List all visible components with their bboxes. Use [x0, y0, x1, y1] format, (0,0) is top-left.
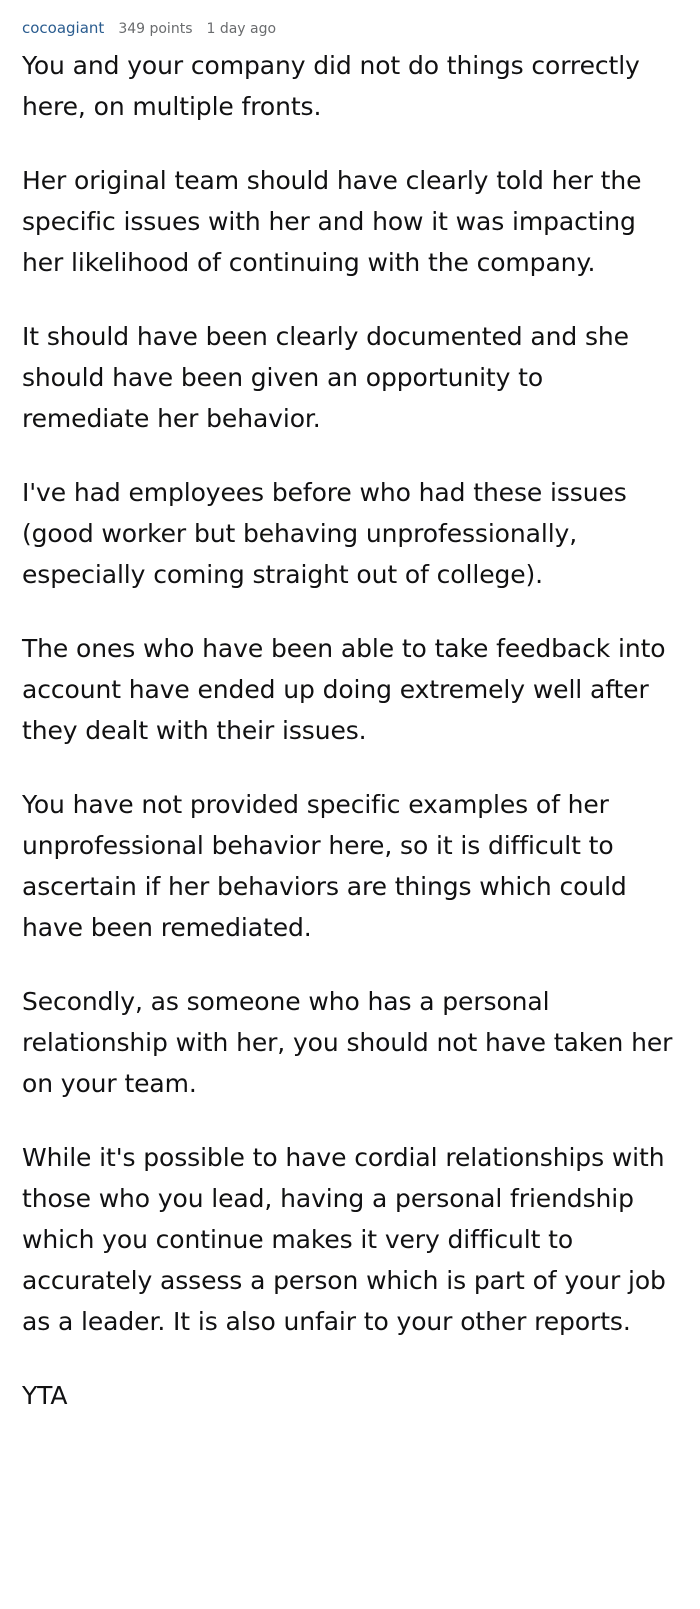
comment-paragraph: I've had employees before who had these issues (good worker but behaving unprofessionally, especially coming straight out of college). — [22, 478, 627, 589]
comment-paragraph: You and your company did not do things correctly here, on multiple fronts. — [22, 51, 640, 121]
comment-author-link[interactable]: cocoagiant — [22, 19, 105, 37]
comment-paragraph: The ones who have been able to take feedback into account have ended up doing extremely well after they dealt with their issues. — [22, 634, 666, 745]
comment-paragraph: You have not provided specific examples of her unprofessional behavior here, so it is difficult to ascertain if her behaviors are things which could have been remediated. — [22, 790, 627, 942]
comment-meta — [22, 18, 678, 39]
comment-paragraph: While it's possible to have cordial relationships with those who you lead, having a personal friendship which you continue makes it very difficult to accurately assess a person which is part of your job as a leader. It is also unfair to your other reports. — [22, 1143, 666, 1336]
comment-paragraph: Secondly, as someone who has a personal relationship with her, you should not have taken her on your team. — [22, 987, 673, 1098]
comment-timestamp: 1 day ago — [206, 21, 277, 37]
comment-paragraph: It should have been clearly documented and she should have been given an opportunity to remediate her behavior. — [22, 322, 629, 433]
comment-paragraph: Her original team should have clearly told her the specific issues with her and how it was impacting her likelihood of continuing with the company. — [22, 166, 642, 277]
comment-points: 349 points — [118, 21, 193, 37]
comment-body — [22, 45, 678, 1416]
comment-verdict: YTA — [22, 1381, 68, 1410]
